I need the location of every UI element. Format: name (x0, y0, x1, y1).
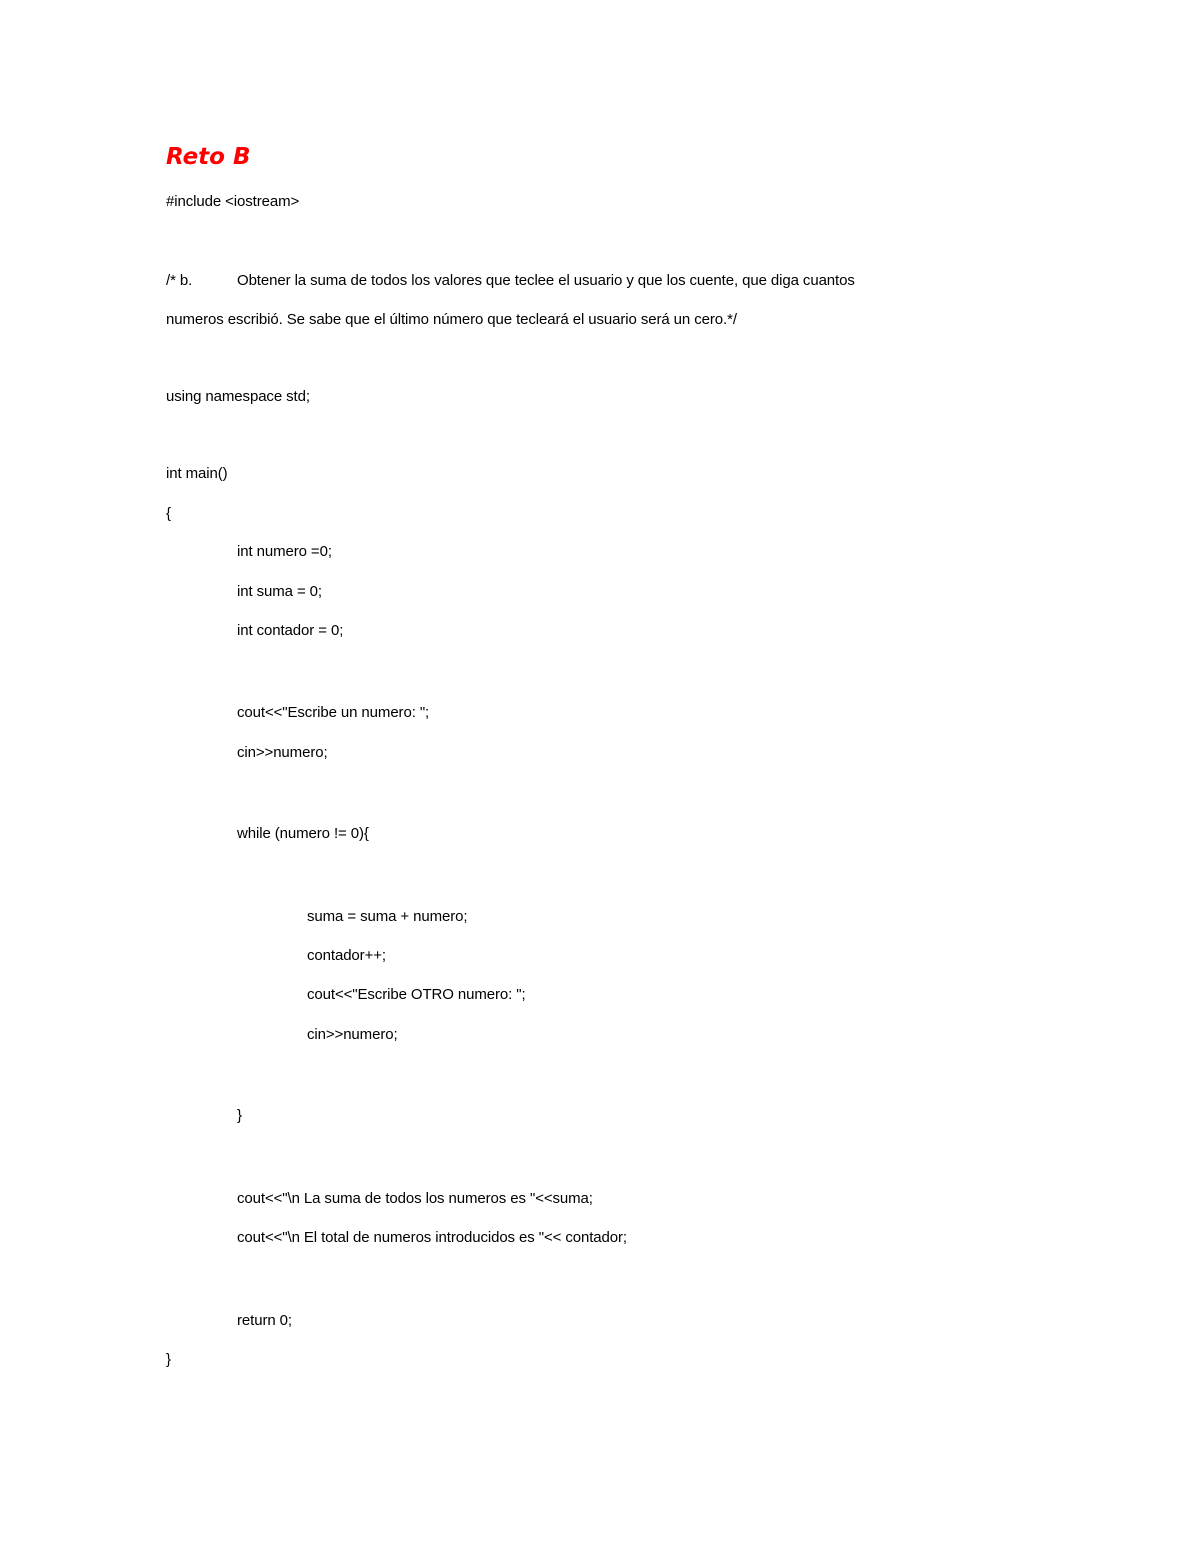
code-line-cin-2: cin>>numero; (307, 1026, 398, 1043)
page-title: Reto B (166, 144, 251, 170)
code-line-main: int main() (166, 465, 228, 482)
code-line-include: #include <iostream> (166, 193, 300, 210)
code-line-cin: cin>>numero; (237, 744, 328, 761)
comment-text-1: Obtener la suma de todos los valores que teclee el usuario y que los cuente, que diga cuantos (237, 272, 855, 289)
code-line-return: return 0; (237, 1312, 292, 1329)
code-line-sum: suma = suma + numero; (307, 908, 468, 925)
code-line-cout-suma: cout<<"\n La suma de todos los numeros es "<<suma; (237, 1190, 593, 1207)
code-line-decl-suma: int suma = 0; (237, 583, 322, 600)
code-line-open-brace: { (166, 505, 171, 522)
code-line-cout-total: cout<<"\n El total de numeros introducidos es "<< contador; (237, 1229, 627, 1246)
code-line-cout-otro: cout<<"Escribe OTRO numero: "; (307, 986, 526, 1003)
code-line-comment-2: numeros escribió. Se sabe que el último número que tecleará el usuario será un cero.*/ (166, 311, 737, 328)
code-line-close-while: } (237, 1107, 242, 1124)
code-line-increment: contador++; (307, 947, 386, 964)
code-line-decl-numero: int numero =0; (237, 543, 332, 560)
code-line-using: using namespace std; (166, 388, 310, 405)
code-line-decl-contador: int contador = 0; (237, 622, 344, 639)
code-line-cout-prompt: cout<<"Escribe un numero: "; (237, 704, 430, 721)
code-line-close-brace: } (166, 1351, 171, 1368)
code-line-while: while (numero != 0){ (237, 825, 369, 842)
comment-marker: /* b. (166, 272, 193, 289)
code-line-comment-1 (166, 271, 855, 291)
